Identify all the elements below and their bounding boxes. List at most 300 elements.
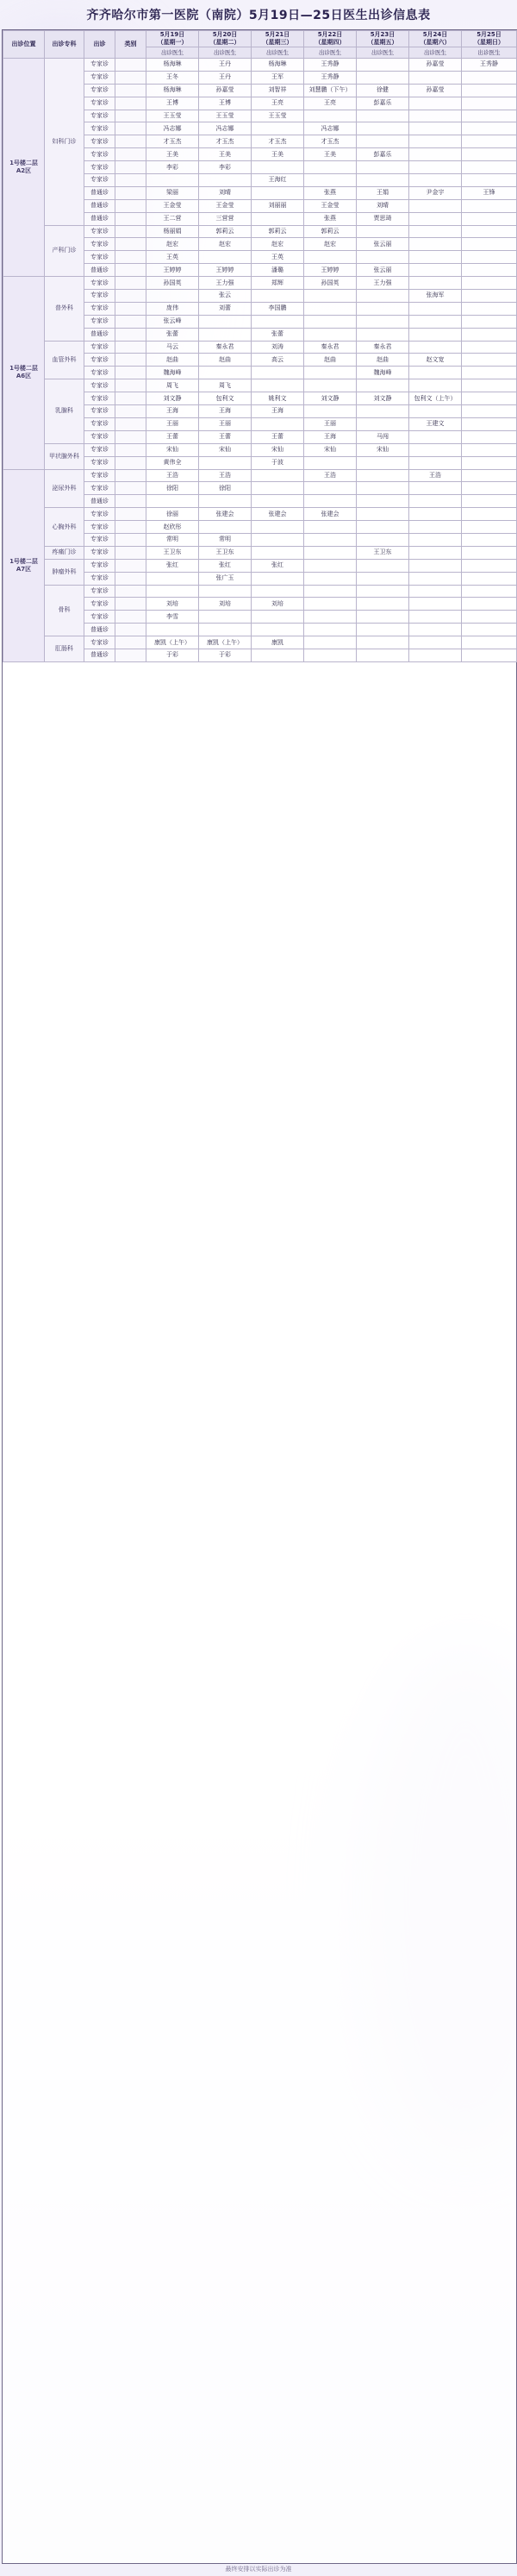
doctor-cell <box>409 161 462 174</box>
visit-type-cell: 专家诊 <box>84 97 115 110</box>
doctor-cell: 彭嘉乐 <box>357 97 409 110</box>
table-row <box>3 469 517 482</box>
visit-type-cell: 专家诊 <box>84 598 115 611</box>
doctor-cell <box>304 482 357 495</box>
doctor-cell: 马云 <box>146 341 199 354</box>
doctor-cell: 三营营 <box>199 212 252 225</box>
doctor-cell: 王玉莹 <box>146 110 199 122</box>
doctor-cell <box>304 367 357 379</box>
doctor-cell: 刘文静 <box>146 392 199 405</box>
day-date: 5月21日 <box>265 31 290 38</box>
doctor-cell <box>409 97 462 110</box>
doctor-cell: 王婷婷 <box>199 264 252 277</box>
doctor-cell <box>462 456 517 469</box>
doctor-cell <box>409 521 462 534</box>
visit-type-cell: 专家诊 <box>84 508 115 521</box>
visit-type-cell: 普通诊 <box>84 212 115 225</box>
doctor-cell <box>199 251 252 264</box>
doctor-cell: 赵曲 <box>199 354 252 367</box>
doctor-cell <box>357 649 409 661</box>
doctor-cell: 王海 <box>199 405 252 418</box>
doctor-cell <box>409 148 462 161</box>
visit-type-cell: 专家诊 <box>84 161 115 174</box>
day-date: 5月19日 <box>159 31 185 38</box>
doctor-cell <box>357 624 409 636</box>
doctor-cell: 徐丽 <box>146 508 199 521</box>
class-cell <box>115 174 146 187</box>
class-cell <box>115 59 146 72</box>
department-cell: 产科门诊 <box>45 225 84 277</box>
doctor-cell <box>252 495 304 508</box>
visit-type-cell: 专家诊 <box>84 482 115 495</box>
visit-type-cell: 专家诊 <box>84 430 115 443</box>
doctor-cell <box>304 405 357 418</box>
doctor-cell: 宋仙 <box>252 443 304 456</box>
doctor-cell: 郭莉云 <box>304 225 357 238</box>
doctor-cell: 孙嘉莹 <box>409 59 462 72</box>
doctor-cell: 王美 <box>304 148 357 161</box>
class-cell <box>115 649 146 661</box>
doctor-cell: 王亮 <box>304 97 357 110</box>
doctor-cell: 郭莉云 <box>199 225 252 238</box>
visit-type-cell: 专家诊 <box>84 302 115 315</box>
doctor-cell <box>357 585 409 598</box>
doctor-cell: 王金莹 <box>304 199 357 212</box>
doctor-cell: 魏海峰 <box>146 367 199 379</box>
doctor-cell <box>462 533 517 546</box>
doctor-cell <box>304 559 357 572</box>
class-cell <box>115 212 146 225</box>
visit-type-cell: 专家诊 <box>84 469 115 482</box>
visit-type-cell: 专家诊 <box>84 521 115 534</box>
doctor-cell <box>462 649 517 661</box>
doctor-cell: 杨丽娟 <box>146 225 199 238</box>
doctor-cell <box>462 482 517 495</box>
doctor-cell <box>304 110 357 122</box>
doctor-cell <box>199 315 252 328</box>
table-row <box>3 546 517 559</box>
visit-type-cell: 专家诊 <box>84 546 115 559</box>
doctor-cell <box>252 417 304 430</box>
doctor-cell <box>252 585 304 598</box>
doctor-cell <box>409 598 462 611</box>
doctor-cell: 康凯（上午） <box>146 636 199 649</box>
doctor-cell: 刘丽丽 <box>252 199 304 212</box>
doctor-cell <box>252 469 304 482</box>
doctor-cell <box>304 328 357 341</box>
doctor-cell <box>409 302 462 315</box>
doctor-cell: 姚利文 <box>252 392 304 405</box>
doctor-cell: 孙嘉莹 <box>199 84 252 97</box>
doctor-cell <box>304 495 357 508</box>
schedule-table-container <box>2 29 517 2564</box>
doctor-cell <box>462 84 517 97</box>
doctor-cell <box>357 122 409 135</box>
header-day <box>146 31 199 47</box>
doctor-cell: 宋仙 <box>199 443 252 456</box>
visit-type-cell: 普通诊 <box>84 328 115 341</box>
doctor-cell <box>409 456 462 469</box>
doctor-cell <box>409 572 462 585</box>
doctor-cell <box>357 302 409 315</box>
doctor-cell: 王冬 <box>146 71 199 84</box>
doctor-cell: 高云 <box>252 354 304 367</box>
class-cell <box>115 161 146 174</box>
doctor-cell: 刘晴 <box>357 199 409 212</box>
doctor-cell: 张广玉 <box>199 572 252 585</box>
class-cell <box>115 354 146 367</box>
class-cell <box>115 636 146 649</box>
visit-type-cell: 普通诊 <box>84 495 115 508</box>
doctor-cell <box>409 636 462 649</box>
doctor-cell <box>146 290 199 303</box>
class-cell <box>115 405 146 418</box>
doctor-cell <box>357 174 409 187</box>
doctor-cell <box>409 110 462 122</box>
doctor-cell <box>199 521 252 534</box>
doctor-cell <box>199 456 252 469</box>
doctor-cell <box>146 174 199 187</box>
doctor-cell: 王力强 <box>357 277 409 290</box>
doctor-cell <box>462 354 517 367</box>
visit-type-cell: 专家诊 <box>84 122 115 135</box>
doctor-cell: 王丹 <box>199 71 252 84</box>
doctor-cell <box>462 443 517 456</box>
doctor-cell <box>199 328 252 341</box>
doctor-cell <box>252 122 304 135</box>
doctor-cell: 于彩 <box>146 649 199 661</box>
day-date: 5月23日 <box>370 31 396 38</box>
doctor-cell: 孙国英 <box>146 277 199 290</box>
doctor-cell: 常明 <box>146 533 199 546</box>
doctor-cell: 王英 <box>252 251 304 264</box>
doctor-cell <box>409 430 462 443</box>
doctor-cell <box>357 508 409 521</box>
doctor-cell: 王卫东 <box>146 546 199 559</box>
class-cell <box>115 302 146 315</box>
day-date: 5月25日 <box>477 31 501 38</box>
class-cell <box>115 392 146 405</box>
visit-type-cell: 专家诊 <box>84 417 115 430</box>
header-day <box>304 31 357 47</box>
doctor-cell <box>304 161 357 174</box>
location-cell: 1号楼二层 A6区 <box>3 277 45 469</box>
doctor-cell <box>304 598 357 611</box>
doctor-cell <box>304 649 357 661</box>
doctor-cell <box>252 572 304 585</box>
doctor-cell: 彭嘉乐 <box>357 148 409 161</box>
doctor-cell <box>357 572 409 585</box>
header-type: 出诊 <box>84 31 115 59</box>
doctor-cell <box>462 546 517 559</box>
doctor-cell <box>462 110 517 122</box>
doctor-cell <box>252 290 304 303</box>
location-cell: 1号楼二层 A7区 <box>3 469 45 661</box>
class-cell <box>115 443 146 456</box>
doctor-cell <box>462 624 517 636</box>
doctor-cell: 王卫东 <box>357 546 409 559</box>
table-row <box>3 559 517 572</box>
doctor-cell <box>357 469 409 482</box>
class-cell <box>115 559 146 572</box>
class-cell <box>115 379 146 392</box>
doctor-cell <box>409 546 462 559</box>
class-cell <box>115 482 146 495</box>
doctor-cell <box>462 585 517 598</box>
class-cell <box>115 508 146 521</box>
doctor-cell: 刘文静 <box>304 392 357 405</box>
doctor-cell <box>304 572 357 585</box>
doctor-cell: 赵曲 <box>146 354 199 367</box>
department-cell: 疼痛门诊 <box>45 546 84 559</box>
doctor-cell: 杨海琳 <box>252 59 304 72</box>
table-row <box>3 379 517 392</box>
doctor-cell: 杨海琳 <box>146 59 199 72</box>
visit-type-cell: 普通诊 <box>84 199 115 212</box>
doctor-cell <box>409 199 462 212</box>
visit-type-cell: 专家诊 <box>84 71 115 84</box>
doctor-cell: 张红 <box>199 559 252 572</box>
visit-type-cell: 普通诊 <box>84 624 115 636</box>
doctor-cell <box>409 238 462 251</box>
doctor-cell: 刘涛 <box>252 341 304 354</box>
doctor-cell <box>357 598 409 611</box>
header-day <box>462 31 517 47</box>
visit-type-cell: 专家诊 <box>84 148 115 161</box>
visit-type-cell: 专家诊 <box>84 392 115 405</box>
doctor-cell: 王蕾 <box>252 430 304 443</box>
header-dept: 出诊专科 <box>45 31 84 59</box>
doctor-cell: 宋仙 <box>146 443 199 456</box>
doctor-cell <box>357 379 409 392</box>
doctor-cell <box>462 264 517 277</box>
class-cell <box>115 97 146 110</box>
doctor-cell <box>199 585 252 598</box>
doctor-cell: 王浩 <box>146 469 199 482</box>
class-cell <box>115 417 146 430</box>
doctor-cell <box>409 135 462 148</box>
doctor-cell: 冯志娜 <box>304 122 357 135</box>
header-day <box>409 31 462 47</box>
doctor-cell <box>462 367 517 379</box>
doctor-cell: 张燕 <box>304 212 357 225</box>
doctor-cell <box>357 315 409 328</box>
doctor-cell: 赵宏 <box>304 238 357 251</box>
class-cell <box>115 199 146 212</box>
doctor-cell <box>357 533 409 546</box>
doctor-cell: 张云 <box>199 290 252 303</box>
day-date: 5月20日 <box>212 31 238 38</box>
class-cell <box>115 533 146 546</box>
doctor-cell: 王力强 <box>199 277 252 290</box>
class-cell <box>115 456 146 469</box>
doctor-cell <box>409 508 462 521</box>
doctor-cell <box>462 328 517 341</box>
department-cell: 妇科门诊 <box>45 59 84 226</box>
visit-type-cell: 专家诊 <box>84 225 115 238</box>
doctor-cell <box>199 367 252 379</box>
doctor-cell: 王丽 <box>304 417 357 430</box>
doctor-cell: 王海红 <box>252 174 304 187</box>
day-weekday: （星期一） <box>157 39 188 46</box>
doctor-cell <box>304 546 357 559</box>
doctor-cell <box>462 430 517 443</box>
visit-type-cell: 专家诊 <box>84 572 115 585</box>
class-cell <box>115 122 146 135</box>
doctor-cell <box>357 456 409 469</box>
class-cell <box>115 521 146 534</box>
class-cell <box>115 495 146 508</box>
class-cell <box>115 148 146 161</box>
doctor-cell <box>462 636 517 649</box>
header-sub-label: 出诊医生 <box>199 47 252 59</box>
doctor-cell <box>357 482 409 495</box>
header-sub-label: 出诊医生 <box>409 47 462 59</box>
doctor-cell <box>252 367 304 379</box>
doctor-cell <box>357 417 409 430</box>
doctor-cell <box>357 71 409 84</box>
doctor-cell: 才玉杰 <box>146 135 199 148</box>
visit-type-cell: 专家诊 <box>84 135 115 148</box>
doctor-cell: 王英 <box>146 251 199 264</box>
doctor-cell <box>462 277 517 290</box>
visit-type-cell: 专家诊 <box>84 456 115 469</box>
header-day <box>252 31 304 47</box>
doctor-cell <box>146 624 199 636</box>
doctor-cell <box>409 341 462 354</box>
class-cell <box>115 572 146 585</box>
doctor-cell: 王美 <box>146 148 199 161</box>
doctor-cell: 秦永君 <box>304 341 357 354</box>
doctor-cell: 王玉莹 <box>199 110 252 122</box>
doctor-cell: 李雪 <box>146 611 199 624</box>
doctor-cell <box>199 611 252 624</box>
visit-type-cell: 专家诊 <box>84 636 115 649</box>
doctor-cell <box>357 636 409 649</box>
class-cell <box>115 251 146 264</box>
doctor-cell <box>146 572 199 585</box>
doctor-cell <box>462 469 517 482</box>
doctor-cell: 王博 <box>199 97 252 110</box>
doctor-cell: 王婷婷 <box>304 264 357 277</box>
schedule-body <box>3 59 517 662</box>
doctor-cell <box>462 405 517 418</box>
doctor-cell <box>304 585 357 598</box>
doctor-cell: 杨海琳 <box>146 84 199 97</box>
doctor-cell: 才玉杰 <box>199 135 252 148</box>
doctor-cell <box>462 225 517 238</box>
class-cell <box>115 71 146 84</box>
doctor-cell <box>462 521 517 534</box>
doctor-cell <box>462 199 517 212</box>
doctor-cell <box>357 110 409 122</box>
doctor-cell <box>462 97 517 110</box>
header-day <box>357 31 409 47</box>
class-cell <box>115 611 146 624</box>
doctor-cell <box>252 161 304 174</box>
visit-type-cell: 专家诊 <box>84 290 115 303</box>
doctor-cell: 王玉莹 <box>252 110 304 122</box>
doctor-cell: 刘文静 <box>357 392 409 405</box>
doctor-cell <box>462 495 517 508</box>
doctor-cell: 王博 <box>146 97 199 110</box>
doctor-cell <box>304 315 357 328</box>
visit-type-cell: 专家诊 <box>84 110 115 122</box>
doctor-cell <box>357 611 409 624</box>
department-cell: 血管外科 <box>45 341 84 379</box>
doctor-cell: 周飞 <box>146 379 199 392</box>
visit-type-cell: 专家诊 <box>84 277 115 290</box>
doctor-cell <box>409 71 462 84</box>
doctor-cell <box>409 328 462 341</box>
visit-type-cell: 专家诊 <box>84 585 115 598</box>
doctor-cell <box>252 546 304 559</box>
doctor-cell <box>409 264 462 277</box>
doctor-cell: 赵文宽 <box>409 354 462 367</box>
class-cell <box>115 624 146 636</box>
doctor-cell <box>252 521 304 534</box>
doctor-cell <box>252 649 304 661</box>
doctor-cell <box>409 174 462 187</box>
doctor-cell: 李国鹏 <box>252 302 304 315</box>
doctor-cell: 张云峰 <box>146 315 199 328</box>
location-cell: 1号楼二层 A2区 <box>3 59 45 277</box>
visit-type-cell: 专家诊 <box>84 379 115 392</box>
doctor-cell <box>357 251 409 264</box>
doctor-cell <box>462 315 517 328</box>
doctor-cell: 王卫东 <box>199 546 252 559</box>
table-row <box>3 59 517 72</box>
visit-type-cell: 专家诊 <box>84 84 115 97</box>
doctor-cell <box>199 624 252 636</box>
header-sub-label: 出诊医生 <box>357 47 409 59</box>
doctor-cell: 冯志娜 <box>199 122 252 135</box>
header-sub-label: 出诊医生 <box>252 47 304 59</box>
class-cell <box>115 430 146 443</box>
doctor-cell <box>462 611 517 624</box>
doctor-cell <box>462 71 517 84</box>
doctor-cell <box>409 225 462 238</box>
doctor-cell: 尹金宇 <box>409 186 462 199</box>
doctor-cell: 冯志娜 <box>146 122 199 135</box>
doctor-cell <box>409 649 462 661</box>
day-weekday: （星期三） <box>262 39 293 46</box>
doctor-cell <box>462 392 517 405</box>
footer-note: 最终安排以实际出诊为准 <box>225 2566 292 2573</box>
doctor-cell <box>252 611 304 624</box>
doctor-cell <box>462 174 517 187</box>
day-weekday: （星期二） <box>209 39 240 46</box>
doctor-cell: 王丹 <box>199 59 252 72</box>
doctor-cell: 郭莉云 <box>252 225 304 238</box>
visit-type-cell: 专家诊 <box>84 59 115 72</box>
doctor-cell: 刘蕾 <box>199 302 252 315</box>
doctor-cell <box>462 598 517 611</box>
doctor-cell <box>252 315 304 328</box>
table-row <box>3 508 517 521</box>
doctor-cell: 刘培 <box>252 598 304 611</box>
class-cell <box>115 238 146 251</box>
doctor-cell <box>409 559 462 572</box>
doctor-cell: 王二营 <box>146 212 199 225</box>
doctor-cell <box>462 572 517 585</box>
visit-type-cell: 专家诊 <box>84 367 115 379</box>
class-cell <box>115 367 146 379</box>
doctor-cell <box>409 122 462 135</box>
day-weekday: （星期日） <box>474 39 504 46</box>
class-cell <box>115 225 146 238</box>
doctor-cell <box>304 456 357 469</box>
